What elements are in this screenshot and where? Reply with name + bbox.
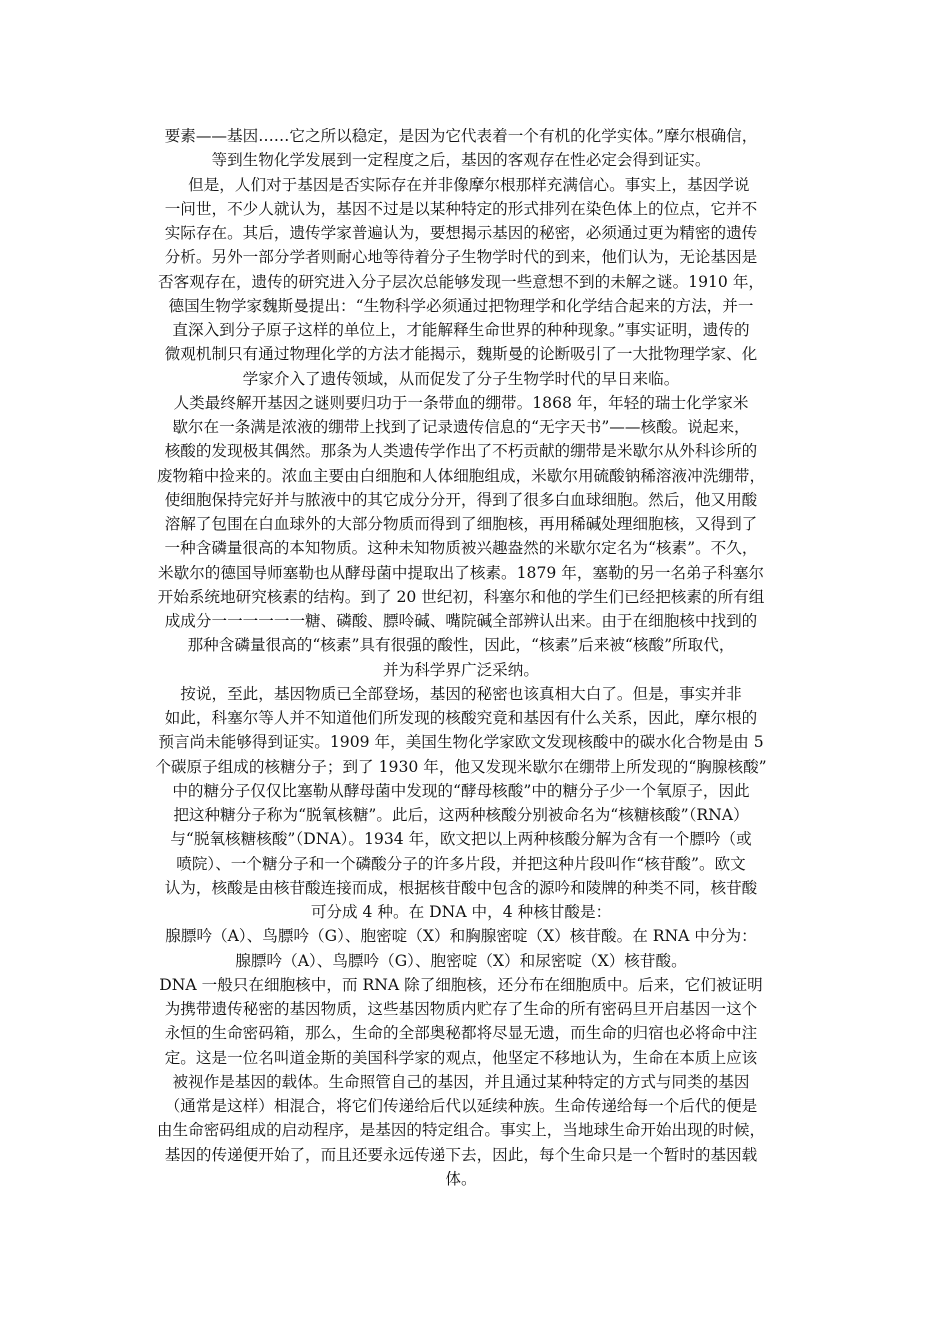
text-line: 人类最终解开基因之谜则要归功于一条带血的绷带。1868 年，年轻的瑞士化学家米 bbox=[173, 393, 749, 412]
text-line: 否客观存在，遗传的研究进入分子层次总能够发现一些意想不到的未解之谜。1910 年， bbox=[157, 272, 765, 291]
text-line: 永恒的生命密码箱，那么，生命的全部奥秘都将尽显无遗，而生命的归宿也必将命中注 bbox=[164, 1024, 758, 1043]
text-line: 米歇尔的德国导师塞勒也从酵母菌中提取出了核素。1879 年，塞勒的另一名弟子科塞尔 bbox=[157, 563, 765, 582]
document-body bbox=[118, 124, 804, 1215]
text-line: 实际存在。其后，遗传学家普遍认为，要想揭示基因的秘密，必须通过更为精密的遗传 bbox=[164, 224, 758, 242]
text-line: 成成分一一一一一一糖、磷酸、膘呤碱、嘴院碱全部辨认出来。由于在细胞核中找到的 bbox=[164, 612, 758, 630]
text-line: 那种含磷量很高的“核素”具有很强的酸性，因此，“核素”后来被“核酸”所取代， bbox=[187, 636, 735, 655]
text-line: 定。这是一位名叫道金斯的美国科学家的观点，他坚定不移地认为，生命在本质上应该 bbox=[164, 1048, 758, 1067]
text-line: 直深入到分子原子这样的单位上，才能解释生命世界的种种现象。”事实证明，遗传的 bbox=[172, 321, 750, 339]
text-line: 喷院）、一个糖分子和一个磷酸分子的许多片段，并把这种片段叫作“核苷酸”。欧文 bbox=[176, 854, 746, 873]
text-line: 等到生物化学发展到一定程度之后，基因的客观存在性必定会得到证实。 bbox=[211, 151, 711, 170]
text-line: 溶解了包围在白血球外的大部分物质而得到了细胞核，再用稀碱处理细胞核，又得到了 bbox=[164, 515, 758, 533]
text-line: 认为，核酸是由核苷酸连接而成，根据核苷酸中包含的源吟和陵牌的种类不同，核苷酸 bbox=[164, 878, 758, 897]
text-line: 一问世，不少人就认为，基因不过是以某种特定的形式排列在染色体上的位点，它并不 bbox=[164, 199, 758, 218]
text-line: 与“脱氧核糖核酸”（DNA）。1934 年，欧文把以上两种核酸分解为含有一个膘吟（或 bbox=[170, 830, 752, 849]
text-line: 基因的传递便开始了，而且还要永远传递下去，因此，每个生命只是一个暂时的基因载 bbox=[164, 1145, 758, 1164]
text-line: 按说，至此，基因物质已全部登场，基因的秘密也该真相大白了。但是，事实并非 bbox=[180, 684, 742, 703]
text-line: 但是，人们对于基因是否实际存在并非像摩尔根那样充满信心。事实上，基因学说 bbox=[172, 175, 750, 194]
text-line: 腺膘吟（A）、鸟膘吟（G）、胞密啶（X）和尿密啶（X）核苷酸。 bbox=[235, 951, 687, 970]
text-line: 开始系统地研究核素的结构。到了 20 世纪初，科塞尔和他的学生们已经把核素的所有组 bbox=[157, 587, 765, 606]
text-line: 歇尔在一条满是浓液的绷带上找到了记录遗传信息的“无字天书”——核酸。说起来， bbox=[172, 418, 750, 436]
text-line: 个碳原子组成的核糖分子；到了 1930 年，他又发现米歇尔在绷带上所发现的“胸腺核酸” bbox=[155, 757, 767, 776]
text-line: 使细胞保持完好并与脓液中的其它成分分开，得到了很多白血球细胞。然后，他又用酸 bbox=[164, 490, 758, 509]
text-line: 如此，科塞尔等人并不知道他们所发现的核酸究竟和基因有什么关系，因此，摩尔根的 bbox=[164, 709, 758, 727]
text-line: 把这种糖分子称为“脱氧核糖”。此后，这两种核酸分别被命名为“核糖核酸”（RNA） bbox=[173, 806, 749, 824]
text-line bbox=[118, 1191, 804, 1215]
text-line: 一种含磷量很高的本知物质。这种未知物质被兴趣盎然的米歇尔定名为“核素”。不久， bbox=[164, 539, 758, 558]
text-line: 要素——基因……它之所以稳定，是因为它代表着一个有机的化学实体。”摩尔根确信， bbox=[164, 127, 758, 145]
text-line: 体。 bbox=[445, 1169, 477, 1188]
text-line: 废物箱中捡来的。浓血主要由白细胞和人体细胞组成，米歇尔用硫酸钠稀溶液冲洗绷带， bbox=[156, 466, 766, 485]
text-line: 学家介入了遗传领域，从而促发了分子生物学时代的早日来临。 bbox=[242, 369, 680, 388]
text-line: 微观机制只有通过物理化学的方法才能揭示，魏斯曼的论断吸引了一大批物理学家、化 bbox=[164, 345, 758, 364]
text-line: 中的糖分子仅仅比塞勒从酵母菌中发现的“酵母核酸”中的糖分子少一个氧原子，因此 bbox=[172, 781, 750, 800]
text-line: 核酸的发现极其偶然。那条为人类遗传学作出了不朽贡献的绷带是米歇尔从外科诊所的 bbox=[164, 442, 758, 461]
text-line: （通常是这样）相混合，将它们传递给后代以延续种族。生命传递给每一个后代的便是 bbox=[164, 1097, 758, 1115]
text-line: 可分成 4 种。在 DNA 中，4 种核甘酸是： bbox=[310, 903, 612, 921]
text-line: DNA 一般只在细胞核中，而 RNA 除了细胞核，还分布在细胞质中。后来，它们被证明 bbox=[159, 975, 763, 994]
text-line: 预言尚未能够得到证实。1909 年，美国生物化学家欧文发现核酸中的碳水化合物是由 5 bbox=[158, 733, 764, 752]
text-line: 腺膘吟（A）、鸟膘吟（G）、胞密啶（X）和胸腺密啶（X）核苷酸。在 RNA 中分为： bbox=[165, 927, 757, 946]
text-line: 为携带遗传秘密的基因物质，这些基因物质内贮存了生命的所有密码旦开启基因一这个 bbox=[164, 1000, 758, 1018]
text-line: 由生命密码组成的启动程序，是基因的特定组合。事实上，当地球生命开始出现的时候， bbox=[156, 1121, 766, 1140]
text-line: 分析。另外一部分学者则耐心地等待着分子生物学时代的到来，他们认为，无论基因是 bbox=[164, 248, 758, 267]
text-line: 德国生物学家魏斯曼提出：“生物科学必须通过把物理学和化学结合起来的方法，并一 bbox=[168, 296, 754, 315]
text-line: 并为科学界广泛采纳。 bbox=[383, 660, 539, 679]
text-line: 被视作是基因的载体。生命照管自己的基因，并且通过某种特定的方式与同类的基因 bbox=[172, 1072, 750, 1091]
